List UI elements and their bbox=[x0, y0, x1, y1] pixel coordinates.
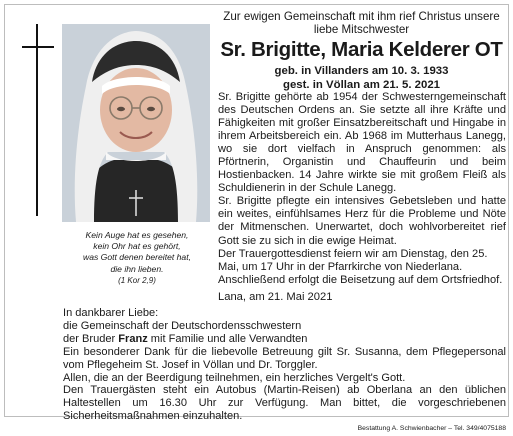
funeral-service-info: Der Trauergottesdienst feiern wir am Dienstag, den 25. Mai, um 17 Uhr in der Pfarrkirche von Niederlana. Anschließend erfolgt die Beisetzung auf dem Ortsfriedhof. bbox=[218, 247, 503, 286]
mourners-text: mit Familie und alle Verwandten bbox=[147, 332, 308, 345]
biography bbox=[218, 91, 506, 287]
mourners-section bbox=[63, 307, 506, 436]
portrait-photo bbox=[62, 24, 210, 222]
biography-paragraph: Sr. Brigitte pflegte ein intensives Gebetsleben und hatte ein weites, einfühlsames Herz für die Probleme und Nöte der Mitmenschen. Unerwartet, doch wohlvorbereitet rief Gott sie zu sich in die ewige Heimat. bbox=[218, 195, 506, 247]
thanks-paragraph: Ein besonderer Dank für die liebevolle Betreuung gilt Sr. Susanna, dem Pflegepersonal vom Pflegeheim St. Josef in Völlan und Dr. Torggler. bbox=[63, 345, 506, 371]
bus-info: Den Trauergästen steht ein Autobus (Martin-Reisen) ab Oberlana an den üblichen Haltestellen um 16.30 Uhr zur Verfügung. Man bittet, die vorgeschriebenen Sicherheitsmaßnahmen einzuhalten. bbox=[63, 384, 506, 423]
biography-paragraph: Sr. Brigitte gehörte ab 1954 der Schwesterngemeinschaft des Deutschen Ordens an. Sie setzte all ihre Kräfte und Fähigkeiten mit großer Einsatzbereitschaft und Hingabe in ihrem Arbeitsbereich ein. Ab 1968 im Mutterhaus Lanegg, wo sie dort vielfach in Anspruch genommen: als Pförtnerin, Organistin und Chauffeurin und beim Hostienbacken. 14 Jahre wirkte sie mit großem Fleiß als Schuldienerin in der Schule Lanegg. bbox=[218, 91, 506, 195]
intro-text: Zur ewigen Gemeinschaft mit ihm rief Christus unsere liebe Mitschwester bbox=[223, 10, 500, 37]
quote-line: kein Ohr hat es gehört, bbox=[93, 241, 181, 252]
death-date: gest. in Völlan am 21. 5. 2021 bbox=[282, 78, 440, 91]
bible-quote bbox=[62, 230, 212, 286]
birth-date: geb. in Villanders am 10. 3. 1933 bbox=[274, 65, 449, 77]
mourners-text: der Bruder bbox=[63, 332, 119, 345]
funeral-home: Bestattung A. Schwienbacher – Tel. 349/4075188 bbox=[357, 425, 506, 433]
brother-name: Franz bbox=[118, 332, 148, 345]
obituary-notice bbox=[4, 4, 509, 433]
mourners-heading: In dankbarer Liebe: bbox=[63, 307, 159, 319]
life-dates bbox=[218, 65, 505, 92]
quote-line: die ihn lieben. bbox=[110, 263, 164, 274]
mourners-line bbox=[63, 333, 506, 346]
thanks-paragraph: Allen, die an der Beerdigung teilnehmen, ein herzliches Vergelt's Gott. bbox=[63, 371, 406, 384]
quote-line: Kein Auge hat es gesehen, bbox=[85, 230, 189, 240]
cross-symbol bbox=[22, 24, 54, 216]
quote-line: was Gott denen bereitet hat, bbox=[83, 252, 191, 263]
funeral-home-row bbox=[63, 423, 506, 436]
mourners-line: die Gemeinschaft der Deutschordensschwestern bbox=[63, 319, 302, 332]
deceased-name: Sr. Brigitte, Maria Kelderer OT bbox=[220, 38, 503, 61]
quote-reference: (1 Kor 2,9) bbox=[118, 275, 156, 285]
place-and-date: Lana, am 21. Mai 2021 bbox=[218, 291, 333, 303]
